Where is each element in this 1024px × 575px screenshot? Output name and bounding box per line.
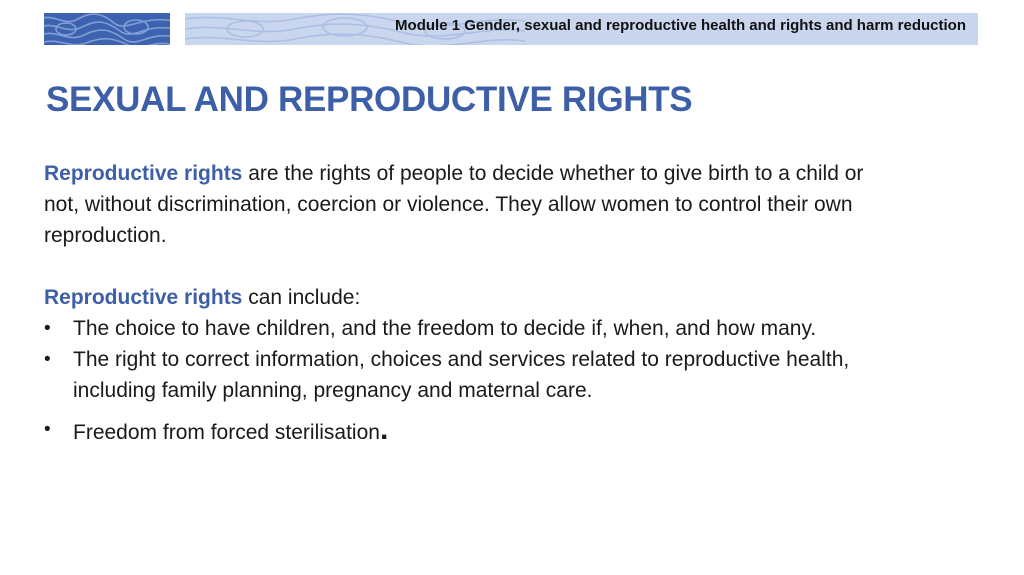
bullet-list bbox=[44, 313, 894, 448]
list-item-text: Freedom from forced sterilisation bbox=[73, 421, 380, 444]
slide-title: SEXUAL AND REPRODUCTIVE RIGHTS bbox=[46, 80, 693, 119]
paragraph-spacer bbox=[44, 251, 894, 282]
bullet-icon: • bbox=[44, 419, 51, 440]
list-item bbox=[44, 313, 894, 344]
bullet-icon: • bbox=[44, 349, 51, 370]
paragraph-intro bbox=[44, 282, 894, 313]
paragraph-definition bbox=[44, 158, 894, 251]
list-item-text: The choice to have children, and the freedom to decide if, when, and how many. bbox=[73, 317, 817, 340]
list-item bbox=[44, 414, 894, 448]
list-item-period: . bbox=[379, 413, 389, 446]
intro-text: can include: bbox=[242, 286, 361, 309]
slide-body bbox=[44, 158, 894, 448]
highlight-term: Reproductive rights bbox=[44, 286, 243, 309]
header-banner-pattern-left bbox=[44, 13, 170, 45]
bullet-icon: • bbox=[44, 318, 51, 339]
module-label: Module 1 Gender, sexual and reproductive health and rights and harm reduction bbox=[395, 17, 966, 34]
highlight-term: Reproductive rights bbox=[44, 162, 243, 185]
list-item bbox=[44, 344, 894, 406]
list-item-text: The right to correct information, choices and services related to reproductive health, including family planning, pregnancy and maternal care. bbox=[73, 348, 850, 402]
definition-text: are the rights of people to decide whether to give birth to a child or not, without discrimination, coercion or violence. They allow women to control their own reproduction. bbox=[44, 162, 864, 247]
